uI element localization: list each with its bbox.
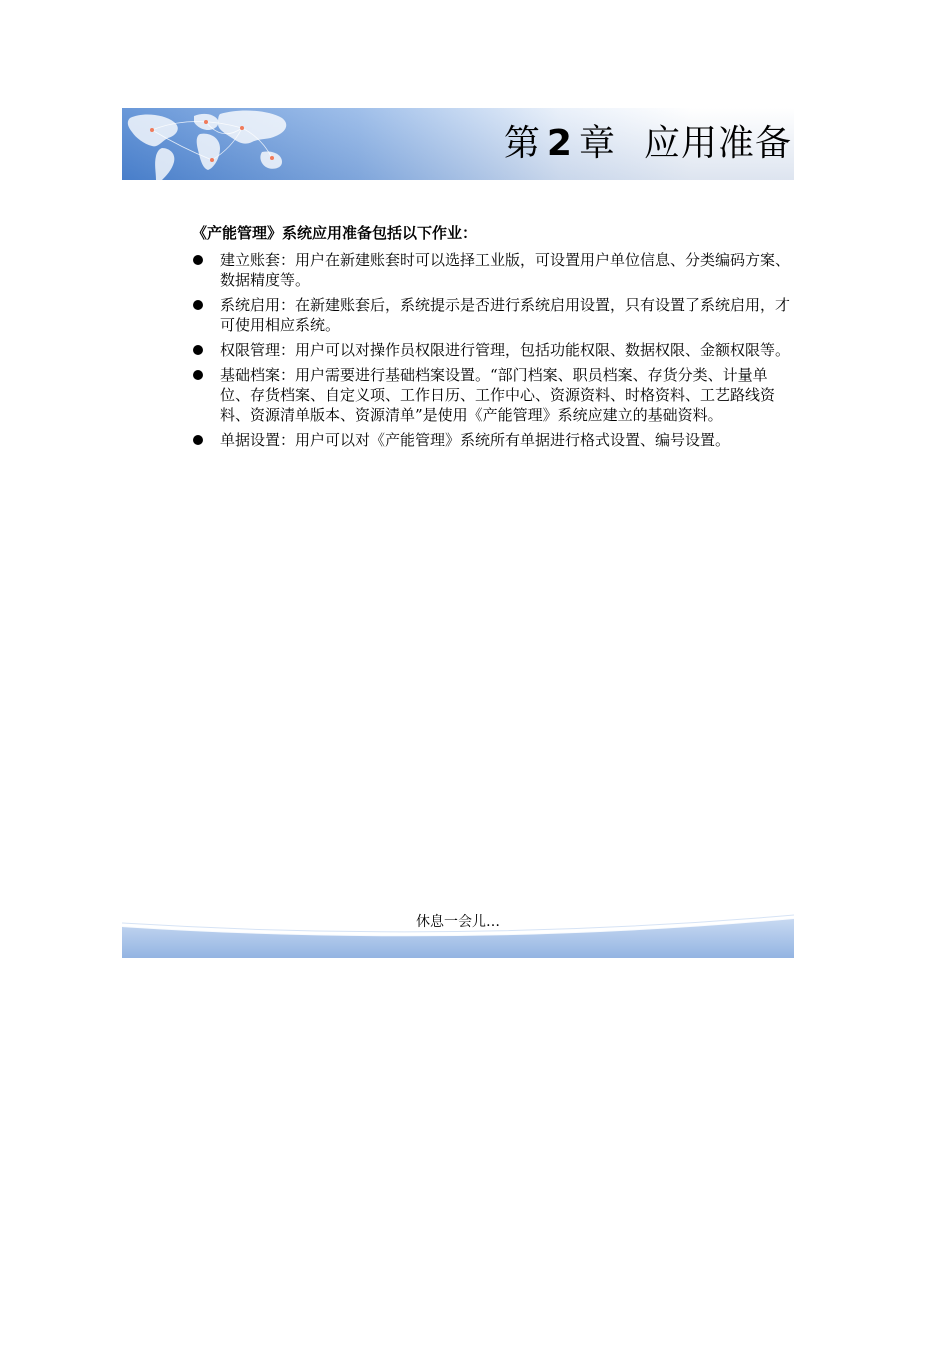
list-item-text: 单据设置：用户可以对《产能管理》系统所有单据进行格式设置、编号设置。 bbox=[220, 431, 731, 449]
list-item-text: 权限管理：用户可以对操作员权限进行管理，包括功能权限、数据权限、金额权限等。 bbox=[220, 341, 791, 359]
footer-text: 休息一会儿… bbox=[416, 914, 500, 930]
list-item bbox=[192, 430, 796, 450]
list-item-text: 建立账套：用户在新建账套时可以选择工业版，可设置用户单位信息、分类编码方案、数据精度等。 bbox=[220, 251, 791, 289]
chapter-header-banner bbox=[122, 108, 794, 180]
footer-band bbox=[122, 904, 794, 958]
chapter-prefix: 第 bbox=[503, 123, 541, 164]
preparation-list bbox=[192, 250, 796, 450]
bullet-icon bbox=[193, 345, 203, 355]
intro-heading: 《产能管理》系统应用准备包括以下作业： bbox=[192, 224, 478, 242]
list-item bbox=[192, 365, 796, 425]
list-item-text: 系统启用：在新建账套后，系统提示是否进行系统启用设置，只有设置了系统启用，才可使用相应系统。 bbox=[220, 296, 791, 334]
chapter-suffix: 章 bbox=[578, 123, 616, 164]
chapter-title bbox=[504, 122, 792, 166]
chapter-number: 2 bbox=[546, 123, 573, 164]
bullet-icon bbox=[193, 300, 203, 310]
bullet-icon bbox=[193, 370, 203, 380]
main-content bbox=[192, 222, 796, 455]
chapter-name: 应用准备 bbox=[643, 123, 792, 164]
list-item bbox=[192, 340, 796, 360]
list-item-text: 基础档案：用户需要进行基础档案设置。“部门档案、职员档案、存货分类、计量单位、存货档案、自定义项、工作日历、工作中心、资源资料、时格资料、工艺路线资料、资源清单版本、资源清单”是使用《产能管理》系统应建立的基础资料。 bbox=[220, 366, 776, 424]
bullet-icon bbox=[193, 255, 203, 265]
bullet-icon bbox=[193, 435, 203, 445]
list-item bbox=[192, 295, 796, 335]
list-item bbox=[192, 250, 796, 290]
